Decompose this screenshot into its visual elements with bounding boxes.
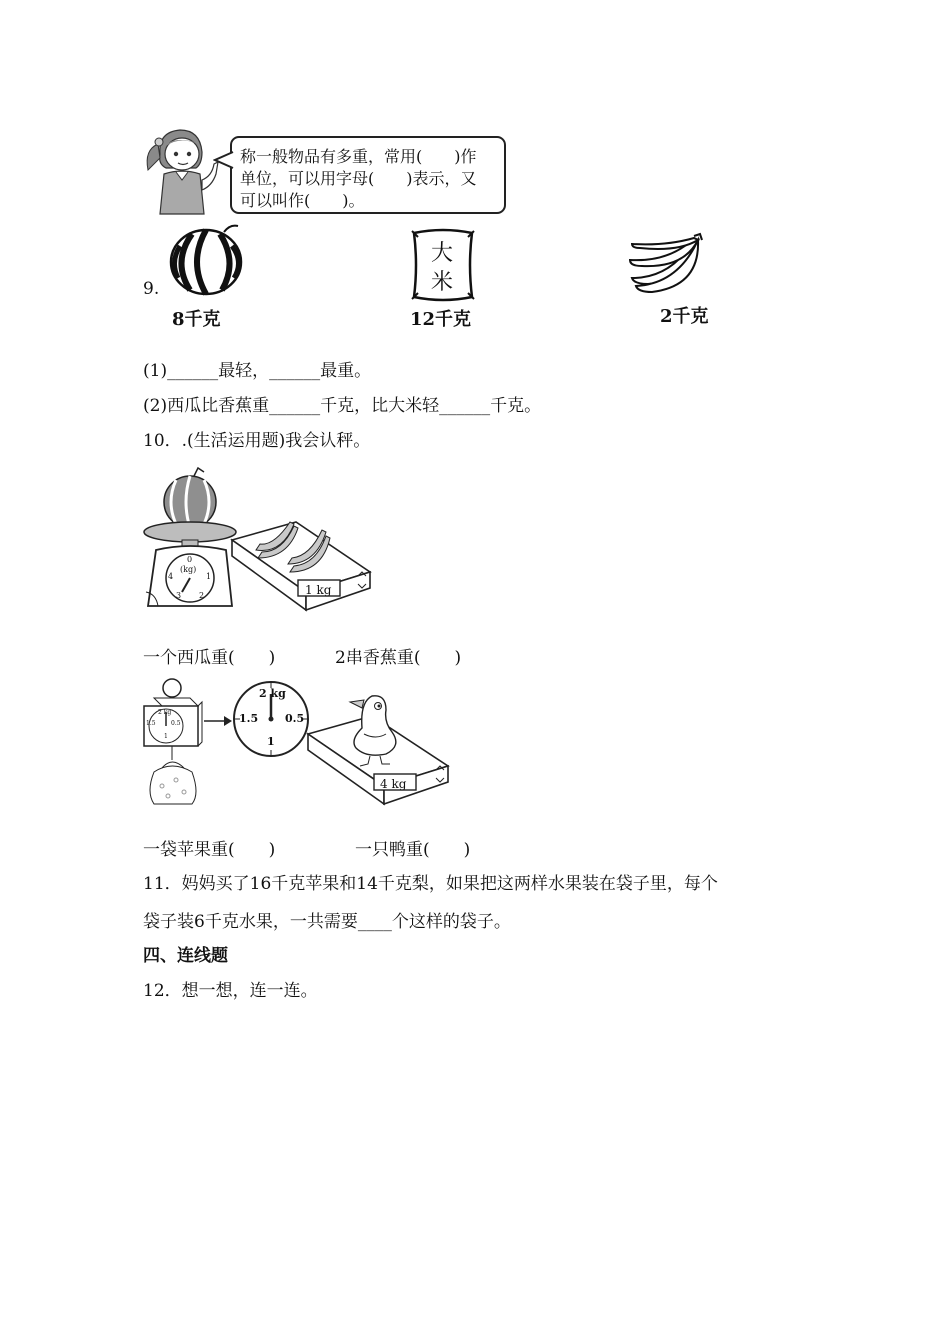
section-4-heading: 四、连线题 xyxy=(143,946,228,966)
big-dial-tick-right: 0.5 xyxy=(285,712,305,725)
bubble-tail xyxy=(213,150,235,176)
rice-bag-label-bottom: 米 xyxy=(431,270,454,295)
dial-tick-1: 1 xyxy=(206,572,212,581)
watermelon-caption: 8千克 xyxy=(172,309,221,330)
digital-display-2: 4 kg xyxy=(380,777,407,791)
dial-scale-watermelon xyxy=(142,466,242,614)
digital-scale-bananas xyxy=(230,512,376,616)
banana-caption: 2千克 xyxy=(660,306,709,327)
rice-caption: 12千克 xyxy=(410,309,472,330)
hanging-scale-apples xyxy=(140,676,206,808)
digital-scale-duck xyxy=(306,688,454,810)
dial-tick-2: 2 xyxy=(199,591,205,600)
question-9-sub1: (1)______最轻，______最重。 xyxy=(143,361,372,381)
dial-tick-0: 0 xyxy=(187,555,193,564)
bubble-line-3: 可以叫作( )。 xyxy=(240,191,365,210)
rice-bag-label-top: 大 xyxy=(431,241,454,266)
question-11-line-1: 11．妈妈买了16千克苹果和14千克梨，如果把这两样水果装在袋子里，每个 xyxy=(143,874,718,894)
question-9-number: 9. xyxy=(143,279,160,299)
watermelon-image xyxy=(168,222,246,296)
question-11-line-2: 袋子装6千克水果，一共需要____个这样的袋子。 xyxy=(143,912,511,932)
big-dial-tick-bottom: 1 xyxy=(267,735,275,748)
dial-tick-3: 3 xyxy=(176,591,182,600)
small-dial-tick-left: 1.5 xyxy=(146,720,156,727)
answer-duck-weight: 一只鸭重( ) xyxy=(355,840,471,860)
banana-image xyxy=(628,232,708,294)
answer-watermelon-weight: 一个西瓜重( ) xyxy=(143,648,276,668)
answer-apple-weight: 一袋苹果重( ) xyxy=(143,840,276,860)
answer-banana-weight: 2串香蕉重( ) xyxy=(335,648,462,668)
question-10-title: 10．.(生活运用题)我会认秤。 xyxy=(143,431,371,451)
small-dial-tick-top: 2 kg xyxy=(158,709,172,716)
speech-bubble xyxy=(230,136,506,214)
question-9-sub2: (2)西瓜比香蕉重______千克，比大米轻______千克。 xyxy=(143,396,542,416)
big-dial-tick-top: 2 kg xyxy=(259,687,286,700)
big-dial-tick-left: 1.5 xyxy=(239,712,259,725)
dial-unit: (kg) xyxy=(180,565,197,574)
small-dial-tick-bottom: 1 xyxy=(164,733,168,740)
digital-display-1: 1 kg xyxy=(305,583,332,597)
bubble-line-1: 称一般物品有多重，常用( )作 xyxy=(240,147,477,166)
small-dial-tick-right: 0.5 xyxy=(171,720,181,727)
bubble-line-2: 单位，可以用字母( )表示，又 xyxy=(240,169,477,188)
arrow-icon xyxy=(204,712,232,731)
question-12-text: 12．想一想，连一连。 xyxy=(143,981,318,1001)
dial-tick-4: 4 xyxy=(168,572,174,581)
